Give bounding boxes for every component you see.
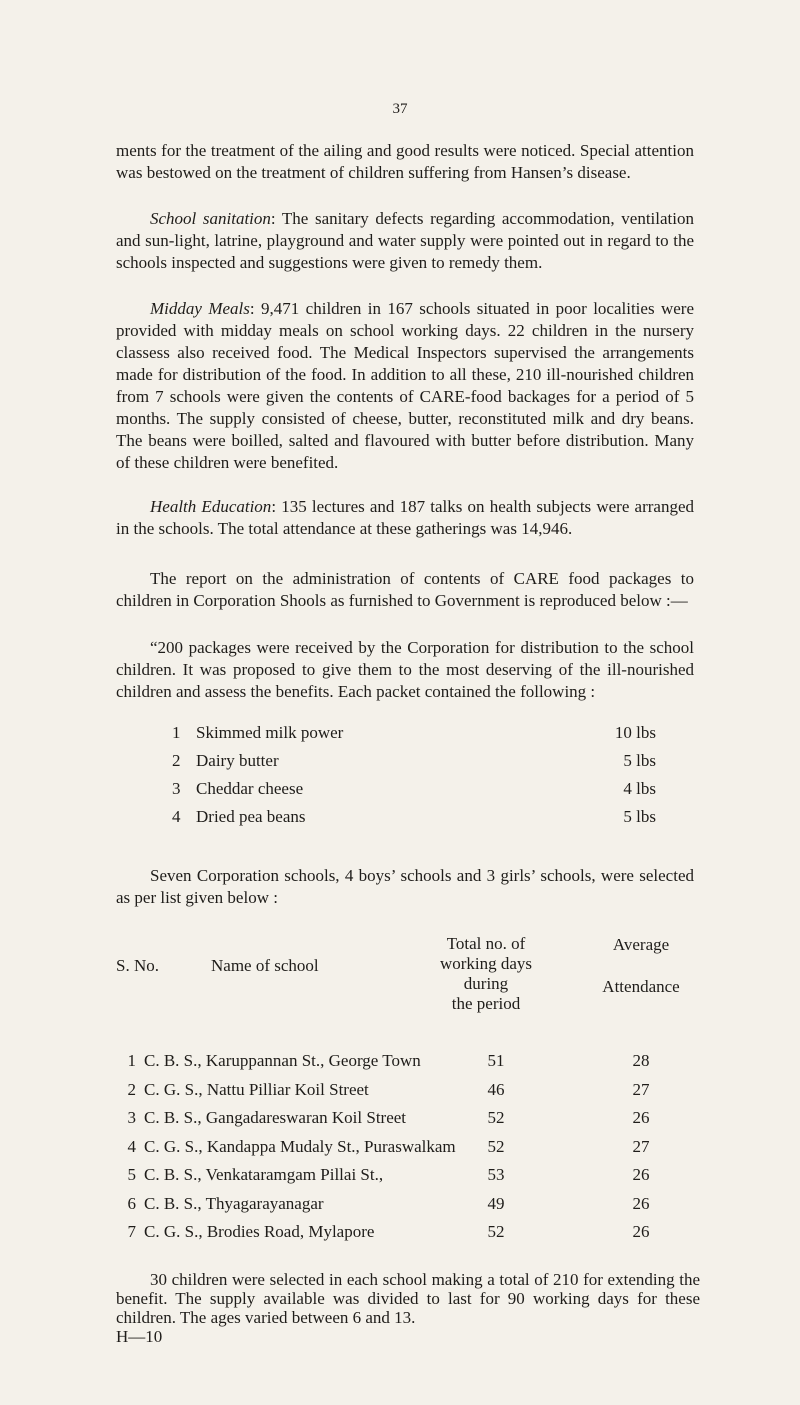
paragraph-midday-meals — [116, 298, 694, 474]
closing-section — [116, 1270, 700, 1346]
header-school-name: Name of school — [211, 956, 319, 975]
list-item: 2 Dairy butter 5 lbs — [172, 751, 656, 770]
header-working-days: Total no. of working days during the period — [439, 934, 533, 1013]
paragraph-closing: 30 children were selected in each school making a total of 210 for extending the benefit. The supply available was divided to last for 90 working days for these children. The ages varied between 6 and 13. — [116, 1270, 700, 1327]
page-number: 37 — [392, 101, 408, 117]
header-sno: S. No. — [116, 956, 159, 975]
table-row: 6 C. B. S., Thyagarayanagar 49 26 — [127, 1193, 650, 1213]
list-item: 1 Skimmed milk power 10 lbs — [172, 723, 656, 742]
table-header — [116, 934, 700, 1034]
heading-school-sanitation: School sanitation — [150, 209, 271, 228]
text-health-education: : 135 lectures and 187 talks on health subjects were arranged in the schools. The total attendance at these gatherings was 14,946. — [116, 497, 694, 538]
paragraph-intro: ments for the treatment of the ailing and good results were noticed. Special attention was bestowed on the treatment of children suffering from Hansen’s disease. — [116, 141, 694, 182]
paragraph-health-education — [116, 496, 694, 540]
table-row: 2 C. G. S., Nattu Pilliar Koil Street 46 27 — [127, 1079, 650, 1099]
paragraph-school-sanitation — [116, 208, 694, 274]
table-row: 4 C. G. S., Kandappa Mudaly St., Puraswalkam 52 27 — [127, 1136, 650, 1156]
heading-health-education: Health Education — [150, 497, 272, 516]
table-row: 1 C. B. S., Karuppannan St., George Town 51 28 — [127, 1051, 650, 1070]
table-row: 5 C. B. S., Venkataramgam Pillai St., 53 26 — [127, 1165, 650, 1184]
list-item: 3 Cheddar cheese 4 lbs — [172, 779, 656, 798]
paragraph-quote: “200 packages were received by the Corporation for distribution to the school children. It was proposed to give them to the most deserving of the ill-nourished children and assess the benefits. Each packet contained the following : — [116, 638, 694, 701]
schools-table — [116, 1047, 700, 1247]
paragraph-selected-schools: Seven Corporation schools, 4 boys’ schools and 3 girls’ schools, were selected as per list given below : — [116, 866, 694, 907]
list-item: 4 Dried pea beans 5 lbs — [172, 807, 656, 826]
signature-mark: H—10 — [116, 1327, 163, 1346]
heading-midday-meals: Midday Meals — [150, 299, 250, 318]
table-row: 7 C. G. S., Brodies Road, Mylapore 52 26 — [127, 1222, 650, 1241]
packet-contents-list — [172, 719, 656, 831]
text-school-sanitation: : The sanitary defects regarding accommodation, ventilation and sun-light, latrine, playground and water supply were pointed out in regard to the schools inspected and suggestions were given to remedy them. — [116, 209, 694, 272]
paragraph-report: The report on the administration of contents of CARE food packages to children in Corporation Shools as furnished to Government is reproduced below :— — [116, 569, 694, 610]
header-average-attendance: Average Attendance — [602, 935, 680, 996]
text-midday-meals: : 9,471 children in 167 schools situated in poor localities were provided with midday meals on school working days. 22 children in the nursery classess also received food. The Medical Inspectors supervised the arrangements made for distribution of the food. In addition to all these, 210 ill-nourished children from 7 schools were given the contents of CARE-food backages for a period of 5 months. The supply consisted of cheese, butter, reconstituted milk and dry beans. The beans were boilled, salted and flavoured with butter before distribution. Many of these children were benefited. — [116, 299, 694, 472]
table-row: 3 C. B. S., Gangadareswaran Koil Street 52 26 — [127, 1108, 650, 1127]
